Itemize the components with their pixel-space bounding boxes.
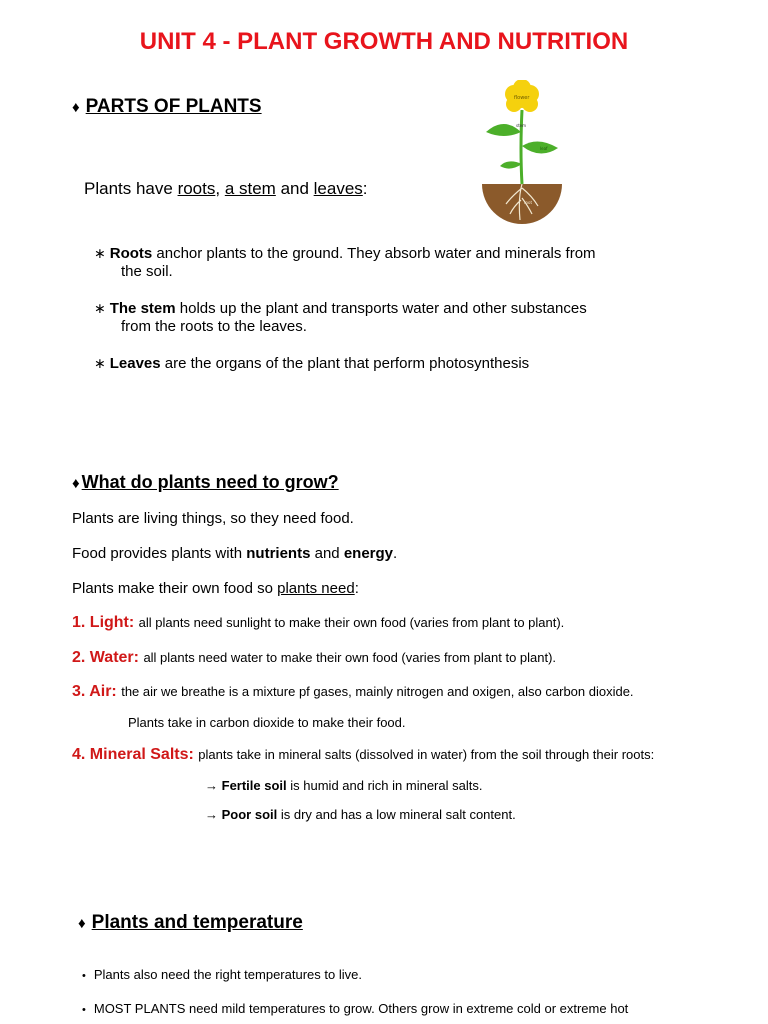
p2-nutrients: nutrients	[246, 545, 311, 562]
label-root: root	[524, 200, 533, 205]
label-leaf: leaf	[540, 146, 548, 151]
need-item-mineral-salts	[72, 746, 654, 764]
p2-energy: energy	[343, 545, 394, 562]
arrow-right-icon: →	[205, 778, 218, 793]
parts-item-roots-cont: the soil.	[121, 263, 173, 280]
item-text: are the organs of the plant that perform photosynthesis	[160, 355, 530, 372]
intro-roots: roots	[177, 179, 216, 198]
label-flower: flower	[514, 95, 530, 101]
diamond-icon: ♦	[78, 915, 86, 932]
p3-underlined: plants need	[277, 580, 355, 597]
soil-fertile	[205, 778, 482, 793]
arrow-right-icon: →	[205, 807, 218, 822]
item-bold: Leaves	[109, 355, 161, 372]
soil-text: is humid and rich in mineral salts.	[286, 778, 483, 793]
page-title: UNIT 4 - PLANT GROWTH AND NUTRITION	[139, 28, 629, 55]
needs-p1: Plants are living things, so they need food.	[72, 510, 354, 527]
temperature-bullet	[82, 967, 362, 982]
section-heading-parts	[72, 96, 262, 118]
need-label: 2. Water:	[72, 649, 139, 666]
intro-and: and	[275, 179, 314, 198]
need-item-air	[72, 683, 634, 701]
asterisk-icon: ∗	[94, 355, 106, 371]
item-bold: Roots	[109, 245, 153, 262]
p2-end: .	[393, 545, 398, 562]
soil-text: is dry and has a low mineral salt content.	[277, 807, 516, 822]
diamond-icon: ♦	[72, 99, 80, 116]
bullet-icon: •	[82, 970, 86, 982]
section-heading-temperature	[78, 912, 303, 934]
temperature-bullet	[82, 1001, 628, 1016]
need-label: 4. Mineral Salts:	[72, 746, 194, 763]
need-item-water	[72, 649, 556, 667]
soil-shape	[482, 184, 562, 224]
section-heading-needs	[72, 472, 339, 493]
plant-diagram	[478, 80, 564, 230]
asterisk-icon: ∗	[94, 245, 106, 261]
parts-item-stem	[94, 300, 587, 317]
asterisk-icon: ∗	[94, 300, 106, 316]
p3-end: :	[354, 580, 359, 597]
need-label: 3. Air:	[72, 683, 117, 700]
bullet-icon: •	[82, 1004, 86, 1016]
parts-item-leaves	[94, 355, 529, 372]
intro-colon: :	[362, 179, 368, 198]
need-text: plants take in mineral salts (dissolved in water) from the soil through their roots:	[198, 747, 655, 762]
need-item-light	[72, 614, 564, 632]
intro-text: Plants have	[84, 179, 178, 198]
needs-heading-text: What do plants need to grow?	[81, 472, 339, 492]
bullet-text: MOST PLANTS need mild temperatures to grow. Others grow in extreme cold or extreme hot	[93, 1001, 629, 1016]
need-text: the air we breathe is a mixture pf gases, mainly nitrogen and oxigen, also carbon dioxide.	[121, 684, 634, 699]
intro-comma: ,	[215, 179, 225, 198]
p3-text: Plants make their own food so	[72, 580, 278, 597]
need-item-air-cont: Plants take in carbon dioxide to make their food.	[128, 715, 406, 730]
bullet-text: Plants also need the right temperatures to live.	[93, 967, 362, 982]
item-bold: The stem	[109, 300, 176, 317]
intro-leaves: leaves	[313, 179, 363, 198]
soil-poor	[205, 807, 516, 822]
needs-p3	[72, 580, 359, 597]
parts-item-stem-cont: from the roots to the leaves.	[121, 318, 307, 335]
p2-text: Food provides plants with	[72, 545, 247, 562]
leaf-small-shape	[500, 161, 522, 168]
parts-intro	[84, 179, 368, 199]
soil-bold: Poor soil	[221, 807, 278, 822]
need-text: all plants need water to make their own food (varies from plant to plant).	[143, 650, 557, 665]
item-text: anchor plants to the ground. They absorb water and minerals from	[152, 245, 596, 262]
needs-p2	[72, 545, 397, 562]
item-text: holds up the plant and transports water and other substances	[175, 300, 587, 317]
label-stem: stem	[516, 123, 527, 128]
need-label: 1. Light:	[72, 614, 135, 631]
diamond-icon: ♦	[72, 475, 80, 492]
intro-stem: a stem	[224, 179, 276, 198]
stem-shape	[521, 110, 522, 184]
p2-and: and	[310, 545, 344, 562]
parts-item-roots	[94, 245, 596, 262]
temperature-heading-text: Plants and temperature	[91, 912, 303, 933]
soil-bold: Fertile soil	[221, 778, 287, 793]
need-text: all plants need sunlight to make their own food (varies from plant to plant).	[138, 615, 565, 630]
parts-heading-text: PARTS OF PLANTS	[85, 96, 262, 117]
